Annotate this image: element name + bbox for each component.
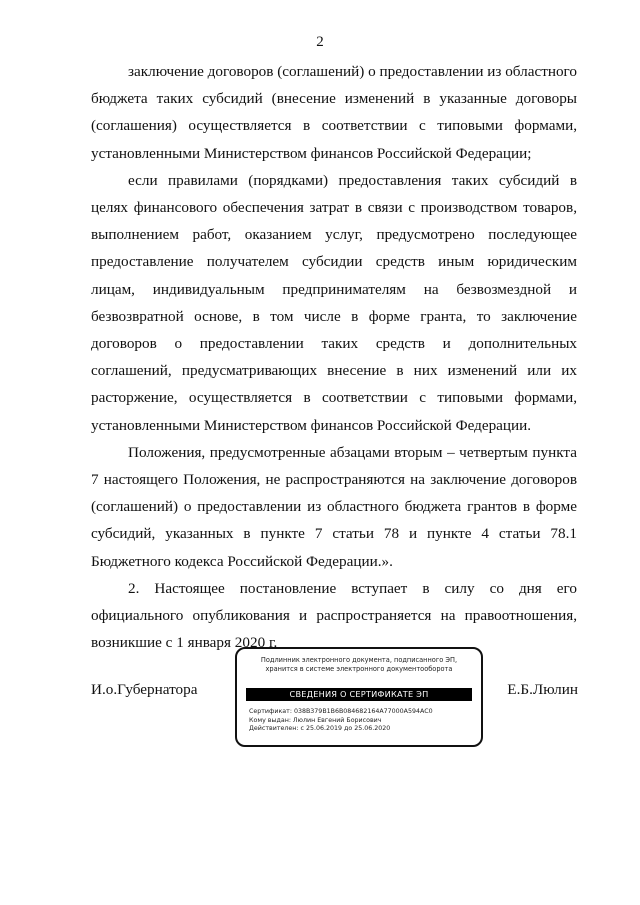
stamp-validity: Действителен: с 25.06.2019 до 25.06.2020 [249,725,391,733]
stamp-details [249,708,481,734]
page-number: 2 [316,34,324,50]
paragraph-exceptions: Положения, предусмотренные абзацами вторым – четвертым пункта 7 настоящего Положения, не распространяются на заключение договоров (соглашений) о предоставлении из областного бюджета грантов в форме субсидий, указанных в пункте 7 статьи 78 и пункте 4 статьи 78.1 Бюджетного кодекса Российской Федерации.». [91,443,577,570]
document-body [91,58,577,656]
stamp-note [241,656,477,674]
stamp-note-line: Подлинник электронного документа, подписанного ЭП, [260,656,458,664]
stamp-issued-to: Кому выдан: Люлин Евгений Борисович [249,716,382,724]
stamp-certificate: Сертификат: 038B379B1B6B084682164A77000A594AC0 [249,708,433,715]
stamp-header: СВЕДЕНИЯ О СЕРТИФИКАТЕ ЭП [246,688,472,701]
stamp-note-line: хранится в системе электронного документооборота [265,665,453,673]
signatory-name: Е.Б.Люлин [507,681,578,698]
paragraph-effective-date: 2. Настоящее постановление вступает в силу со дня его официального опубликования и распространяется на правоотношения, возникшие с 1 января 2020 г. [91,579,577,652]
signatory-title: И.о.Губернатора [91,681,198,698]
paragraph-grant-rules: если правилами (порядками) предоставления таких субсидий в целях финансового обеспечения затрат в связи с производством товаров, выполнением работ, оказанием услуг, предусмотрено последующее предоставление получателем субсидии средств иным юридическим лицам, индивидуальным предпринимателям на безвозмездной и безвозвратной основе, в том числе в форме гранта, то заключение договоров о предоставлении таких средств и дополнительных соглашений, предусматривающих внесение в них изменений или их расторжение, осуществляется в соответствии с типовыми формами, установленными Министерством финансов Российской Федерации. [91,171,577,434]
electronic-signature-stamp [235,647,483,747]
paragraph-contracts: заключение договоров (соглашений) о предоставлении из областного бюджета таких субсидий (внесение изменений в указанные договоры (соглашения) осуществляется в соответствии с типовыми формами, установленными Министерством финансов Российской Федерации; [91,63,577,162]
